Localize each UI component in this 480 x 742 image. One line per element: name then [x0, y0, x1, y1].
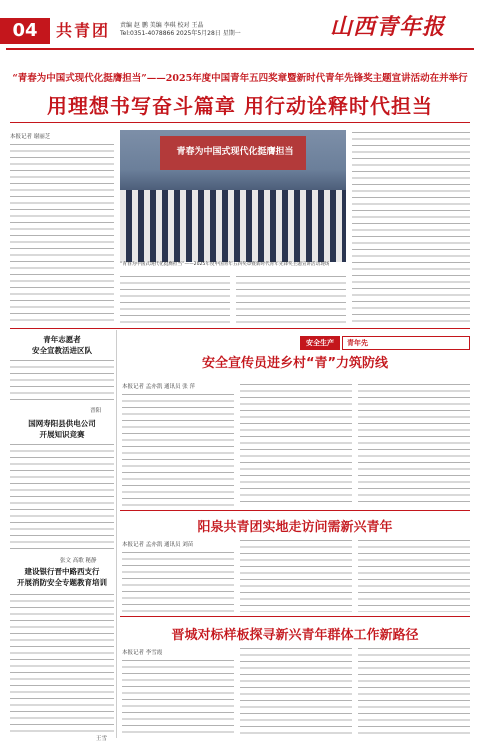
story4-body-col1 — [122, 660, 234, 738]
story3-body-col3 — [358, 540, 470, 612]
brief1-title: 青年志愿者 安全宣教活进区队 — [32, 335, 92, 355]
story2-body-col1 — [122, 394, 234, 506]
safety-tag: 安全生产 — [300, 336, 340, 350]
editor-info — [120, 22, 290, 38]
story4-rule — [120, 616, 470, 617]
story2-body-col2 — [240, 384, 352, 506]
brief2-title: 国网寿阳县供电公司 开展知识竞赛 — [28, 419, 96, 439]
story3-body-col2 — [240, 540, 352, 612]
lead-body-col4 — [352, 132, 470, 324]
lead-pretitle: “青春为中国式现代化挺膺担当”——2025年度中国青年五四奖章暨新时代青年先锋奖主题宣讲活动在并举行 — [12, 73, 468, 84]
story2-byline: 本报记者 孟亦凯 通讯员 张 萍 — [122, 384, 195, 390]
photo-caption: “青春为中国式现代化挺膺担当”——2025年度中国青年五四奖章暨新时代青年先锋奖主题宣讲活动现场 — [120, 262, 330, 267]
lead-photo — [120, 130, 346, 262]
lead-body-col1 — [10, 144, 114, 324]
story2-title: 安全宣传员进乡村“青”力筑防线 — [201, 356, 389, 371]
brief1-body — [10, 360, 114, 404]
story2-body-col3 — [358, 384, 470, 506]
title-rule — [10, 122, 470, 123]
story4-body-col2 — [240, 648, 352, 738]
story3-title: 阳泉共青团实地走访问需新兴青年 — [197, 520, 393, 535]
story3-byline: 本报记者 孟亦凯 通讯员 刘苗 — [122, 542, 194, 548]
newspaper-logo: 山西青年报 — [330, 14, 446, 40]
editor-line: 责编 赵 鹏 美编 李琪 校对 王晶 — [120, 22, 204, 29]
brief3-body — [10, 594, 114, 734]
lead-title: 用理想书写奋斗篇章 用行动诠释时代担当 — [47, 94, 433, 118]
photo-audience — [120, 190, 346, 262]
brief2-sign: 张文 高歌 秘静 — [60, 558, 97, 564]
story4-body-col3 — [358, 648, 470, 738]
story4-byline: 本报记者 李雪霞 — [122, 650, 163, 656]
section-divider — [10, 328, 470, 329]
page-number: 04 — [0, 18, 50, 44]
header-rule — [6, 48, 474, 50]
story4-title: 晋城对标样板探寻新兴青年群体工作新路径 — [171, 628, 419, 643]
lead-body-col2 — [120, 276, 230, 324]
story3-body-col1 — [122, 552, 234, 612]
lead-body-col3 — [236, 276, 346, 324]
section-title: 共青团 — [56, 21, 111, 40]
photo-stage-text: 青春为中国式现代化挺膺担当 — [176, 147, 294, 157]
story3-rule — [120, 510, 470, 511]
brief1-sign: 晋阳 — [90, 408, 102, 414]
brief2-body — [10, 444, 114, 554]
lead-byline: 本报记者 谢丽芝 — [10, 134, 51, 140]
phone-line: Tel:0351-4078866 2025年5月28日 星期一 — [120, 30, 241, 37]
column-divider — [116, 330, 117, 738]
brief3-title: 建设银行晋中路西支行 开展消防安全专题教育培训 — [17, 567, 107, 587]
safety-tag-2: 青年先 — [342, 336, 470, 350]
brief3-sign: 王雪 — [96, 736, 108, 742]
